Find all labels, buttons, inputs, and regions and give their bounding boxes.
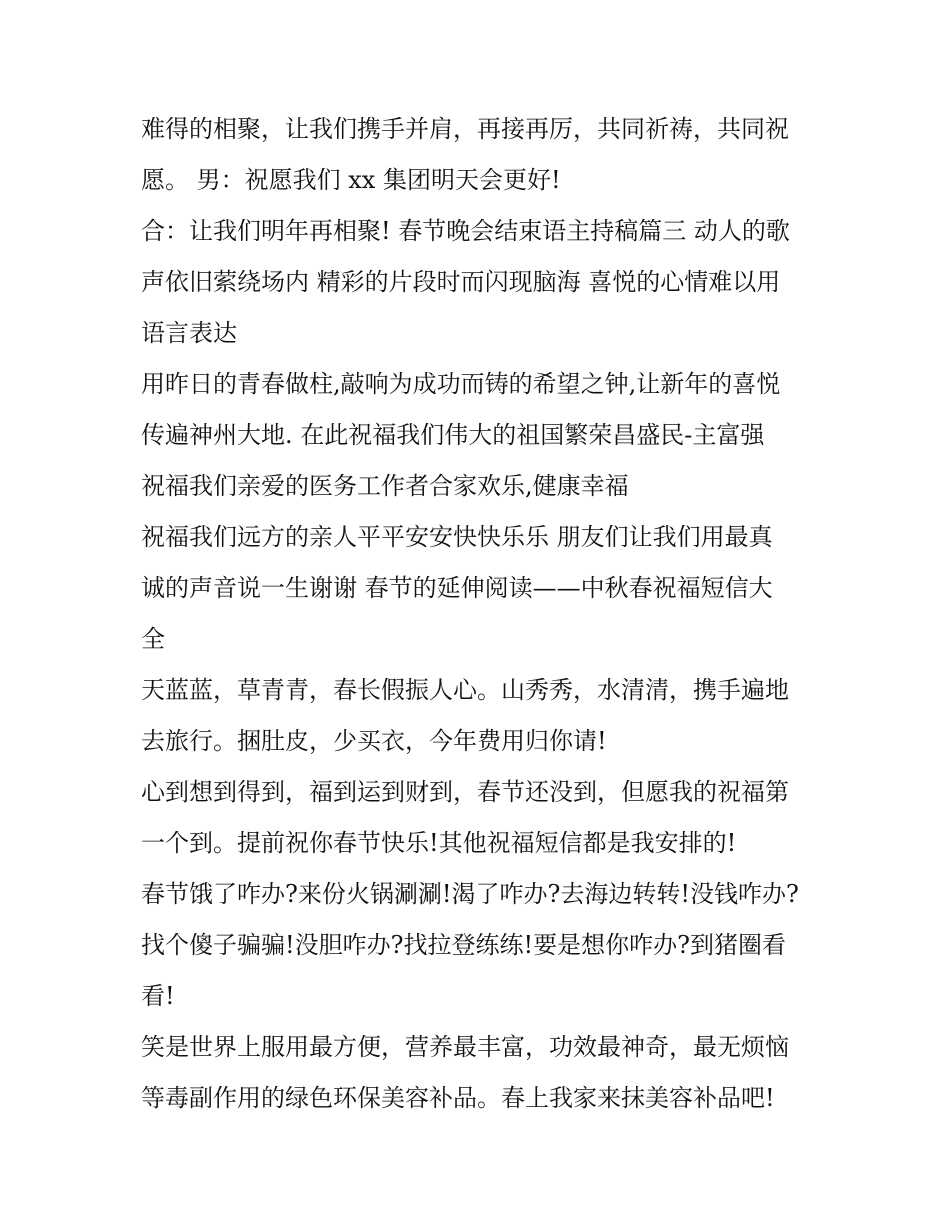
text-line: 等毒副作用的绿色环保美容补品。春上我家来抹美容补品吧! bbox=[141, 1084, 775, 1112]
text-line: 全 bbox=[141, 625, 165, 653]
text-line: 祝福我们亲爱的医务工作者合家欢乐,健康幸福 bbox=[141, 472, 629, 500]
text-line: 去旅行。捆肚皮，少买衣，今年费用归你请! bbox=[141, 727, 607, 755]
document-body bbox=[141, 104, 821, 1124]
text-line: 找个傻子骗骗!没胆咋办?找拉登练练!要是想你咋办?到猪圈看 bbox=[141, 931, 787, 959]
text-line: 祝福我们远方的亲人平平安安快快乐乐 朋友们让我们用最真 bbox=[141, 523, 773, 551]
text-line: 语言表达 bbox=[141, 319, 237, 347]
text-line: 天蓝蓝，草青青，春长假振人心。山秀秀，水清清，携手遍地 bbox=[141, 676, 789, 704]
text-line: 难得的相聚，让我们携手并肩，再接再厉，共同祈祷，共同祝 bbox=[141, 115, 789, 143]
text-line: 心到想到得到，福到运到财到，春节还没到，但愿我的祝福第 bbox=[141, 778, 789, 806]
text-line: 笑是世界上服用最方便，营养最丰富，功效最神奇，最无烦恼 bbox=[141, 1033, 789, 1061]
text-line: 一个到。提前祝你春节快乐!其他祝福短信都是我安排的! bbox=[141, 829, 737, 857]
text-line: 用昨日的青春做柱,敲响为成功而铸的希望之钟,让新年的喜悦 bbox=[141, 370, 781, 398]
text-line: 诚的声音说一生谢谢 春节的延伸阅读——中秋春祝福短信大 bbox=[141, 574, 773, 602]
text-line: 愿。 男：祝愿我们 xx 集团明天会更好! bbox=[141, 166, 561, 194]
text-line: 传遍神州大地. 在此祝福我们伟大的祖国繁荣昌盛民-主富强 bbox=[141, 421, 765, 449]
text-line: 看! bbox=[141, 982, 175, 1010]
text-line: 声依旧萦绕场内 精彩的片段时而闪现脑海 喜悦的心情难以用 bbox=[141, 268, 781, 296]
text-line: 春节饿了咋办?来份火锅涮涮!渴了咋办?去海边转转!没钱咋办? bbox=[141, 880, 799, 908]
text-line: 合：让我们明年再相聚! 春节晚会结束语主持稿篇三 动人的歌 bbox=[141, 217, 790, 245]
